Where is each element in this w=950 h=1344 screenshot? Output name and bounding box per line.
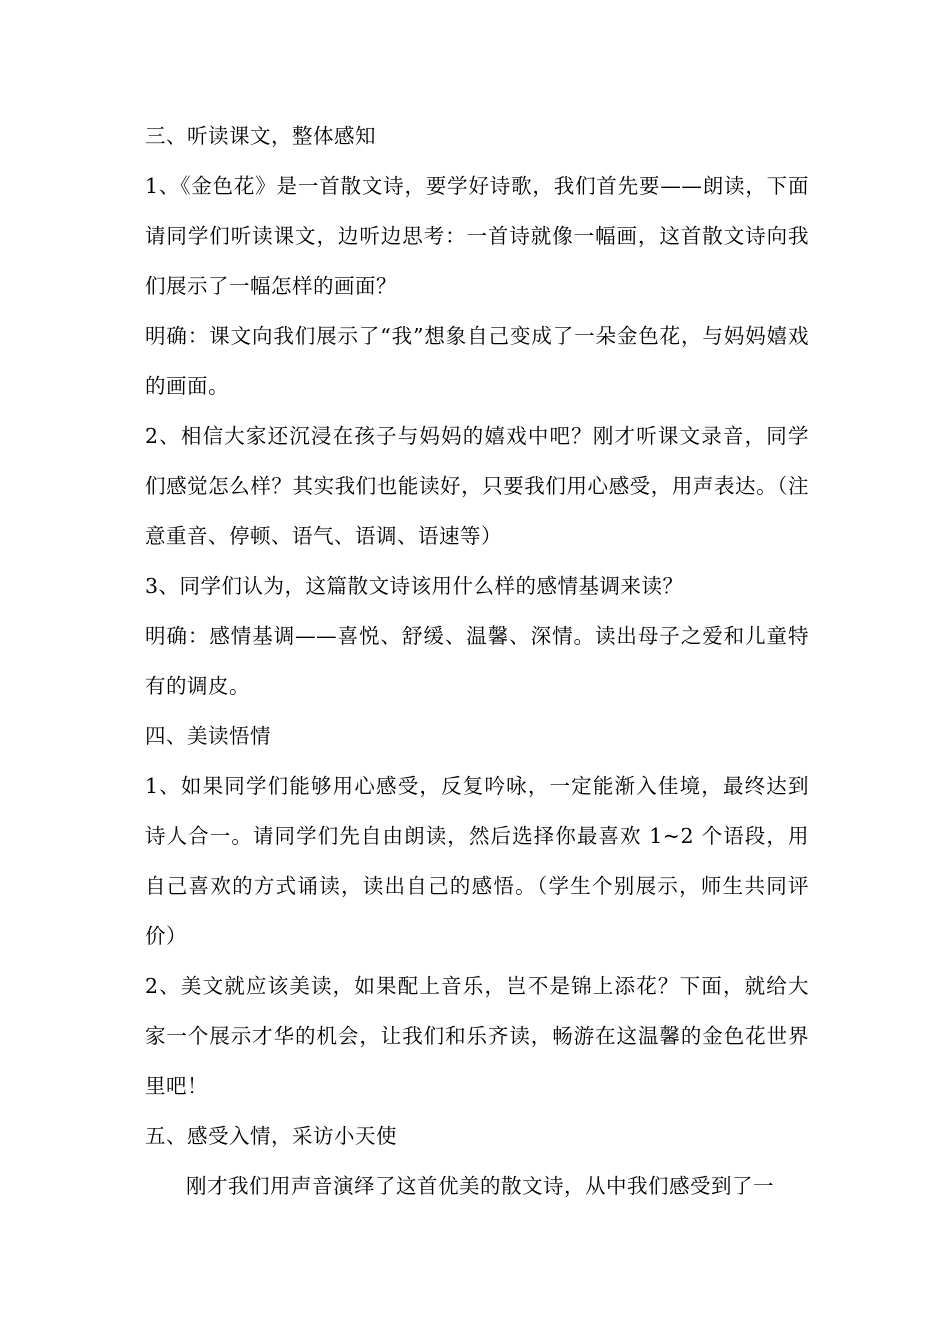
answer-paragraph-3: 明确：感情基调——喜悦、舒缓、温馨、深情。读出母子之爱和儿童特有的调皮。 [145,624,809,698]
list-item-question-3: 3、同学们认为，这篇散文诗该用什么样的感情基调来读？ [145,574,684,598]
document-page [145,111,809,1211]
list-item-reading-1: 1、如果同学们能够用心感受，反复吟咏，一定能渐入佳境，最终达到诗人合一。请同学们先自由朗读，然后选择你最喜欢 1~2 个语段，用自己喜欢的方式诵读，读出自己的感悟。（学生个别展示，师生共同评价） [145,774,809,948]
list-item-reading-2: 2、美文就应该美读，如果配上音乐，岂不是锦上添花？下面，就给大家一个展示才华的机会，让我们和乐齐读，畅游在这温馨的金色花世界里吧！ [145,974,809,1098]
body-paragraph-interview: 刚才我们用声音演绎了这首优美的散文诗，从中我们感受到了一 [186,1174,774,1198]
section-heading-beautiful-reading: 四、美读悟情 [145,724,271,748]
answer-paragraph-1: 明确：课文向我们展示了“我”想象自己变成了一朵金色花，与妈妈嬉戏的画面。 [145,324,809,398]
list-item-question-2: 2、相信大家还沉浸在孩子与妈妈的嬉戏中吧？刚才听课文录音，同学们感觉怎么样？其实我们也能读好，只要我们用心感受，用声表达。（注意重音、停顿、语气、语调、语速等） [145,424,809,548]
list-item-question-1: 1、《金色花》是一首散文诗，要学好诗歌，我们首先要——朗读，下面请同学们听读课文，边听边思考：一首诗就像一幅画，这首散文诗向我们展示了一幅怎样的画面？ [145,174,809,298]
section-heading-listen-read: 三、听读课文，整体感知 [145,124,376,148]
section-heading-interview: 五、感受入情，采访小天使 [145,1124,397,1148]
